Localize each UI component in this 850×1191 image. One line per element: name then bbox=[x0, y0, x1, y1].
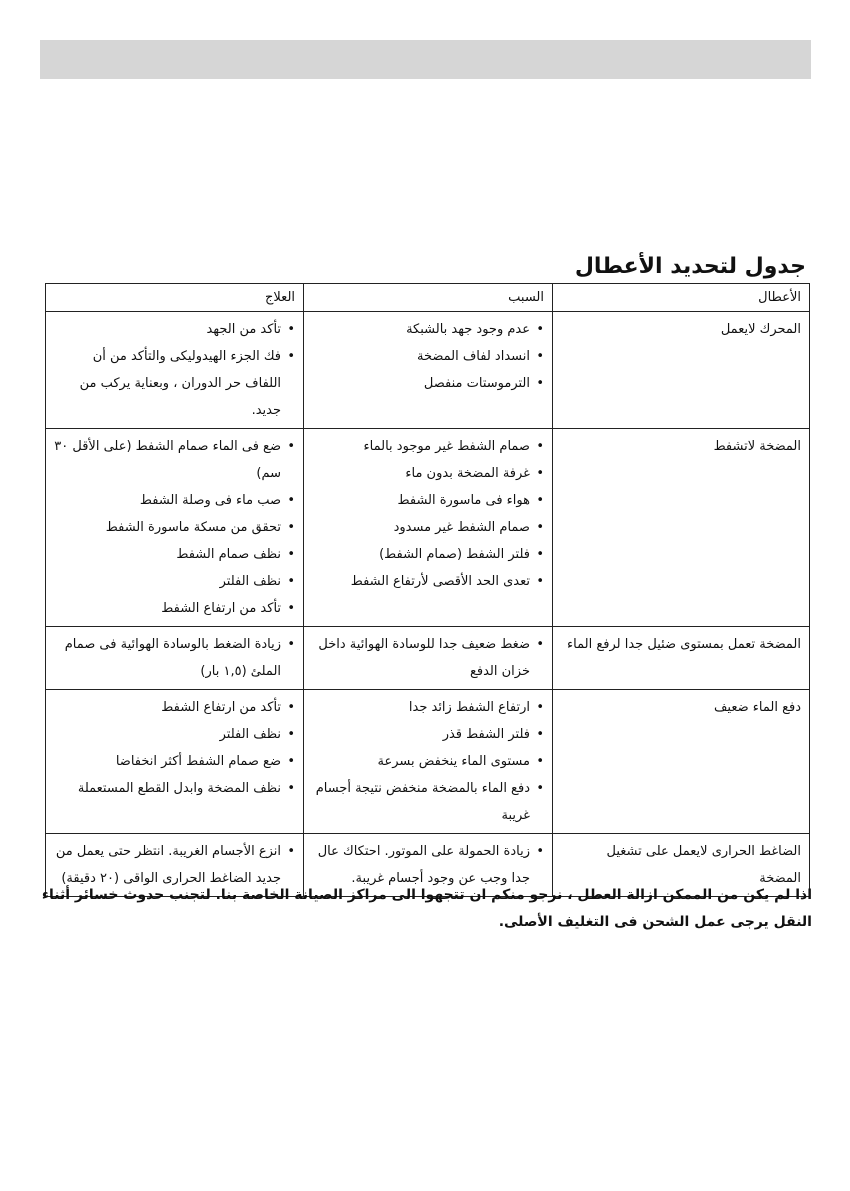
cause-item: • فلتر الشفط قذر bbox=[312, 721, 544, 748]
cause-cell bbox=[304, 627, 553, 690]
remedy-item: • تأكد من ارتفاع الشفط bbox=[54, 595, 295, 622]
remedy-cell bbox=[46, 429, 304, 627]
cause-cell bbox=[304, 690, 553, 834]
table-row bbox=[46, 627, 810, 690]
header-cause: السبب bbox=[304, 284, 553, 312]
cause-cell bbox=[304, 429, 553, 627]
fault-cell: المضخة لاتشفط bbox=[552, 429, 809, 627]
fault-cell: الضاغط الحرارى لايعمل على تشغيل المضخة bbox=[552, 834, 809, 897]
service-note: اذا لم يكن من الممكن ازالة العطل ، نرجو منكم ان تتجهوا الى مراكز الصيانة الخاصة بنا. لتجنب حدوث خسائر أثناء النقل يرجى عمل الشحن فى التغليف الأصلى. bbox=[41, 887, 812, 930]
cause-item: • انسداد لفاف المضخة bbox=[312, 343, 544, 370]
remedy-cell bbox=[46, 627, 304, 690]
table-header-row bbox=[46, 284, 810, 312]
remedy-item: • نظف الفلتر bbox=[54, 568, 295, 595]
cause-item: • دفع الماء بالمضخة منخفض نتيجة أجسام غريبة bbox=[312, 775, 544, 829]
table-row bbox=[46, 690, 810, 834]
remedy-cell-list bbox=[54, 316, 295, 424]
cause-item: • صمام الشفط غير مسدود bbox=[312, 514, 544, 541]
cause-item: • الترموستات منفصل bbox=[312, 370, 544, 397]
header-band bbox=[40, 40, 811, 79]
remedy-cell-list bbox=[54, 433, 295, 622]
remedy-item: • صب ماء فى وصلة الشفط bbox=[54, 487, 295, 514]
cause-cell bbox=[304, 312, 553, 429]
remedy-cell bbox=[46, 690, 304, 834]
remedy-item: • انزع الأجسام الغريبة. انتظر حتى يعمل من جديد الضاغط الحرارى الواقى (٢٠ دقيقة) bbox=[54, 838, 295, 892]
cause-item: • فلتر الشفط (صمام الشفط) bbox=[312, 541, 544, 568]
cause-item: • عدم وجود جهد بالشبكة bbox=[312, 316, 544, 343]
table-row bbox=[46, 312, 810, 429]
cause-item: • صمام الشفط غير موجود بالماء bbox=[312, 433, 544, 460]
table-row bbox=[46, 429, 810, 627]
remedy-item: • نظف صمام الشفط bbox=[54, 541, 295, 568]
cause-item: • غرفة المضخة بدون ماء bbox=[312, 460, 544, 487]
page-title: جدول لتحديد الأعطال bbox=[574, 254, 806, 279]
remedy-item: • زيادة الضغط بالوسادة الهوائية فى صمام الملئ (١,٥ بار) bbox=[54, 631, 295, 685]
fault-cell: المحرك لايعمل bbox=[552, 312, 809, 429]
cause-cell-list bbox=[312, 433, 544, 595]
remedy-cell-list bbox=[54, 631, 295, 685]
remedy-item: • نظف الفلتر bbox=[54, 721, 295, 748]
troubleshooting-table bbox=[45, 283, 810, 897]
cause-cell-list bbox=[312, 694, 544, 829]
remedy-cell bbox=[46, 312, 304, 429]
fault-cell: دفع الماء ضعيف bbox=[552, 690, 809, 834]
remedy-item: • ضع صمام الشفط أكثر انخفاضا bbox=[54, 748, 295, 775]
cause-cell-list bbox=[312, 316, 544, 397]
cause-item: • هواء فى ماسورة الشفط bbox=[312, 487, 544, 514]
remedy-cell-list bbox=[54, 694, 295, 802]
cause-item: • مستوى الماء ينخفض بسرعة bbox=[312, 748, 544, 775]
cause-item: • زيادة الحمولة على الموتور. احتكاك عال جدا وجب عن وجود أجسام غريبة. bbox=[312, 838, 544, 892]
remedy-item: • تأكد من الجهد bbox=[54, 316, 295, 343]
cause-item: • تعدى الحد الأقصى لأرتفاع الشفط bbox=[312, 568, 544, 595]
remedy-item: • تأكد من ارتفاع الشفط bbox=[54, 694, 295, 721]
header-fault: الأعطال bbox=[552, 284, 809, 312]
remedy-item: • تحقق من مسكة ماسورة الشفط bbox=[54, 514, 295, 541]
cause-item: • ضغط ضعيف جدا للوسادة الهوائية داخل خزان الدفع bbox=[312, 631, 544, 685]
cause-item: • ارتفاع الشفط زائد جدا bbox=[312, 694, 544, 721]
remedy-item: • ضع فى الماء صمام الشفط (على الأقل ٣٠ سم) bbox=[54, 433, 295, 487]
fault-cell: المضخة تعمل بمستوى ضئيل جدا لرفع الماء bbox=[552, 627, 809, 690]
remedy-item: • فك الجزء الهيدوليكى والتأكد من أن اللفاف حر الدوران ، وبعناية يركب من جديد. bbox=[54, 343, 295, 424]
remedy-item: • نظف المضخة وابدل القطع المستعملة bbox=[54, 775, 295, 802]
cause-cell-list bbox=[312, 631, 544, 685]
header-remedy: العلاج bbox=[46, 284, 304, 312]
